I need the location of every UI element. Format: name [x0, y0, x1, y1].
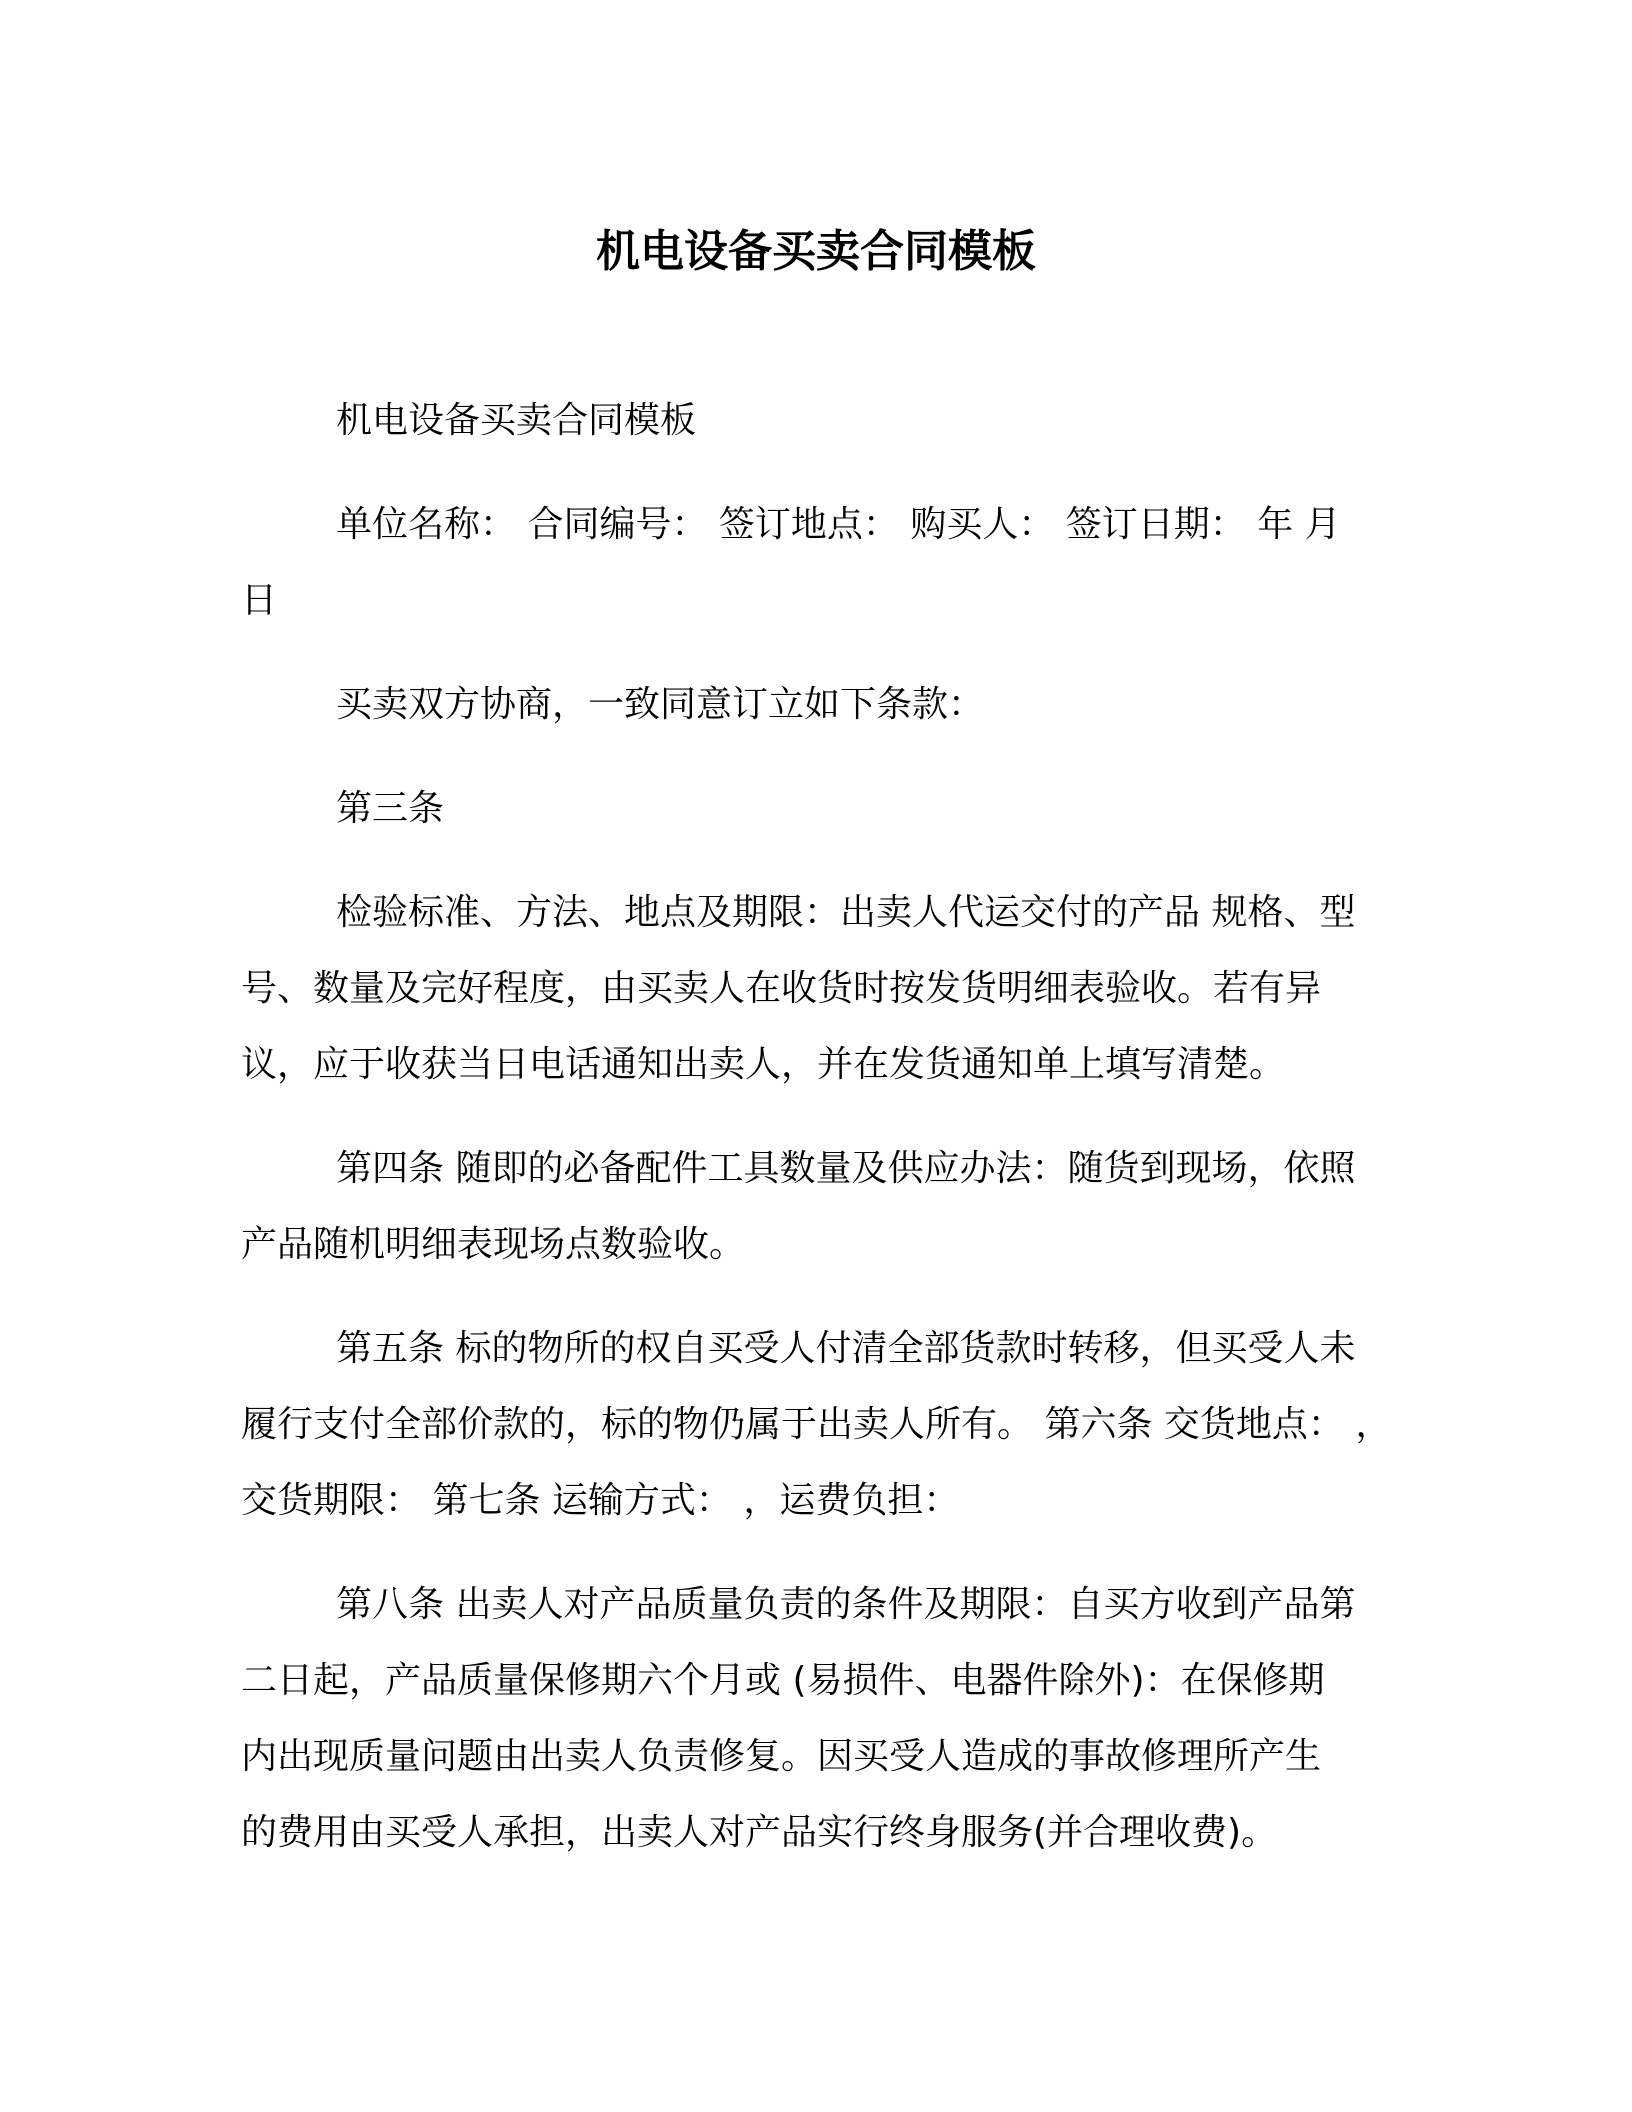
article-4-line-2: 产品随机明细表现场点数验收。 [241, 1224, 746, 1265]
article-5-line-2: 履行支付全部价款的，标的物仍属于出卖人所有。 第六条 交货地点： ， [241, 1404, 1392, 1445]
intro-line: 买卖双方协商，一致同意订立如下条款： [336, 684, 985, 725]
article-8-line-4: 的费用由买受人承担，出卖人对产品实行终身服务(并合理收费)。 [241, 1812, 1278, 1853]
article-3-heading: 第三条 [336, 788, 445, 829]
article-5-line-3: 交货期限： 第七条 运输方式： ，运费负担： [241, 1480, 960, 1521]
article-8-line-3: 内出现质量问题由出卖人负责修复。因买受人造成的事故修理所产生 [241, 1736, 1322, 1777]
article-3-line-1: 检验标准、方法、地点及期限：出卖人代运交付的产品 规格、型 [336, 892, 1356, 933]
document-title: 机电设备买卖合同模板 [596, 226, 1036, 277]
subtitle-line: 机电设备买卖合同模板 [336, 400, 697, 441]
article-5-line-1: 第五条 标的物所的权自买受人付清全部货款时转移，但买受人未 [336, 1328, 1356, 1369]
header-fields-line-cont: 日 [241, 580, 278, 621]
article-8-line-2: 二日起，产品质量保修期六个月或 (易损件、电器件除外)：在保修期 [241, 1660, 1325, 1701]
article-3-line-2: 号、数量及完好程度，由买卖人在收货时按发货明细表验收。若有异 [241, 968, 1322, 1009]
header-fields-line: 单位名称： 合同编号： 签订地点： 购买人： 签订日期： 年 月 [336, 504, 1341, 545]
article-3-line-3: 议，应于收获当日电话通知出卖人，并在发货通知单上填写清楚。 [241, 1044, 1286, 1085]
article-4-line-1: 第四条 随即的必备配件工具数量及供应办法：随货到现场，依照 [336, 1148, 1356, 1189]
article-8-line-1: 第八条 出卖人对产品质量负责的条件及期限：自买方收到产品第 [336, 1584, 1356, 1625]
